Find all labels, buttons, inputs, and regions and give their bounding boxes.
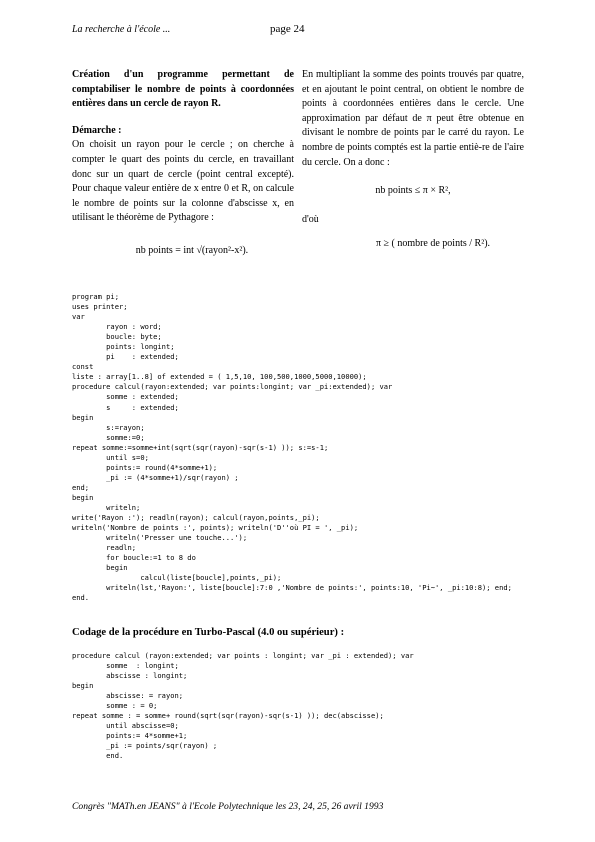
inequality-formula: nb points ≤ π × R², [375,185,451,197]
page-number: page 24 [270,23,305,35]
page-footer: Congrès "MATh.en JEANS" à l'Ecole Polytechnique les 23, 24, 25, 26 avril 1993 [72,801,384,812]
pascal-program-code: program pi; uses printer; var rayon : word; boucle: byte; points: longint; pi : extended; const liste : array[1..8] of extended = ( 1,5,10, 100,500,1000,5000,10000); procedure calcul(rayon:extended; var points:longint; var _pi:extended); var somme : extended; s : extended; begin s:=rayon; somme:=0; repeat somme:=somme+int(sqrt(sqr(rayon)-sqr(s-1) )); s:=s-1; until s=0; points:= round(4*somme+1); _pi := (4*somme+1)/sqr(rayon) ; end; begin writeln; write('Rayon :'); readln(rayon); calcul(rayon,points,_pi); writeln('Nombre de points :', points); writeln('D''où PI = ', _pi); writeln('Presser une touche...'); readln; for boucle:=1 to 8 do begin calcul(liste[boucle],points,_pi); writeln(lst,'Rayon:', liste[boucle]:7:0 ,'Nombre de points:', points:10, 'Pi~', _pi:10:8); end; end. [72,292,512,603]
article-title: Création d'un programme permettant de comptabiliser le nombre de points à coordonnées entières dans un cercle de rayon R. [72,69,294,110]
pythagore-formula: nb points = int √(rayon²-x²). [135,244,249,256]
demarche-heading: Démarche : [72,124,122,136]
left-column [72,68,294,259]
connector-text: d'où [302,213,319,225]
right-column [302,68,524,252]
right-paragraph: En multipliant la somme des points trouvés par quatre, et en ajoutant le point central, on obtient le nombre de points à coordonnées entières dans le cercle. Une approximation par défaut de π peut être obtenue en divisant le nombre de points par le carré du rayon. Le nombre de points comptés est la partie entiè-re de l'aire du cercle. On a donc : [302,69,524,168]
section-heading-turbo-pascal: Codage de la procédure en Turbo-Pascal (4.0 ou supérieur) : [72,627,345,638]
running-header: La recherche à l'école ... [72,24,171,35]
demarche-paragraph: On choisit un rayon pour le cercle ; on cherche à compter le quart des points du cercle, en travaillant donc sur un quart de cercle (point central excepté). Pour chaque valeur entière de x entre 0 et R, on calcule le nombre de points sur la colonne d'abscisse x, en utilisant le théorème de Pythagore : [72,139,294,224]
pascal-procedure-code: procedure calcul (rayon:extended; var points : longint; var _pi : extended); var somme : longint; abscisse : longint; begin abscisse: = rayon; somme : = 0; repeat somme : = somme+ round(sqrt(sqr(rayon)-sqr(s-1) )); dec(abscisse); until abscisse=0; points:= 4*somme+1; _pi := points/sqr(rayon) ; end. [72,651,414,761]
pi-approx-formula: π ≥ ( nombre de points / R²). [375,238,491,250]
